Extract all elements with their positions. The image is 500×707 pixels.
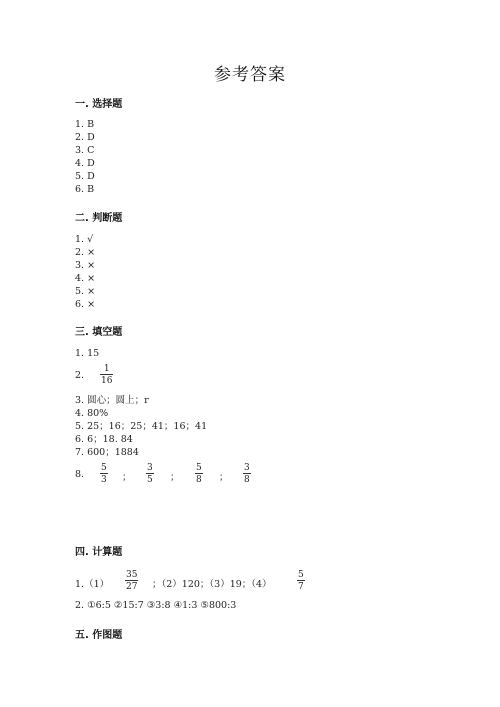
section-heading-fill: 三. 填空题 bbox=[75, 327, 123, 338]
fraction-numerator: 3 bbox=[244, 463, 250, 473]
section-heading-calc: 四. 计算题 bbox=[75, 547, 123, 558]
fraction-denominator: 8 bbox=[196, 475, 202, 485]
page-title: 参考答案 bbox=[214, 65, 286, 85]
answer-line: 4. D bbox=[75, 158, 95, 169]
answer-prefix: 8. bbox=[75, 469, 85, 480]
fraction-numerator: 5 bbox=[298, 570, 304, 580]
answer-line: 1. B bbox=[75, 119, 95, 130]
fraction-numerator: 1 bbox=[103, 364, 110, 374]
fraction-numerator: 5 bbox=[196, 463, 202, 473]
section-heading-judge: 二. 判断题 bbox=[75, 213, 123, 224]
answer-line: 3. 圆心；圆上；r bbox=[75, 395, 149, 406]
fraction bbox=[125, 570, 138, 592]
fraction bbox=[243, 463, 251, 485]
fraction-denominator: 8 bbox=[244, 475, 250, 485]
separator: ； bbox=[219, 472, 229, 483]
answer-line: 7. 600；1884 bbox=[75, 447, 139, 458]
answer-line: 2. D bbox=[75, 132, 95, 143]
answer-prefix: 1.（1） bbox=[75, 579, 110, 590]
answer-line: 5. × bbox=[75, 286, 96, 297]
answer-line: 5. D bbox=[75, 171, 95, 182]
answer-line: 3. C bbox=[75, 145, 95, 156]
answer-line: 6. × bbox=[75, 299, 96, 310]
fraction-numerator: 3 bbox=[147, 463, 153, 473]
fraction bbox=[100, 463, 108, 485]
answer-line: 4. 80% bbox=[75, 408, 109, 419]
fraction-numerator: 5 bbox=[101, 463, 107, 473]
section-heading-choice: 一. 选择题 bbox=[75, 99, 123, 110]
answer-line: 2. ①6:5 ②15:7 ③3:8 ④1:3 ⑤800:3 bbox=[75, 600, 237, 611]
fraction bbox=[100, 364, 113, 386]
fraction bbox=[195, 463, 203, 485]
answer-line: 6. B bbox=[75, 184, 95, 195]
answer-line: 5. 25；16；25；41；16；41 bbox=[75, 421, 208, 432]
fraction-denominator: 5 bbox=[147, 475, 153, 485]
fraction-denominator: 7 bbox=[298, 582, 304, 592]
answer-line: 1. 15 bbox=[75, 348, 100, 359]
answer-line: 3. × bbox=[75, 260, 96, 271]
answer-line: 2. × bbox=[75, 247, 96, 258]
fraction bbox=[146, 463, 154, 485]
answer-line: 4. × bbox=[75, 273, 96, 284]
fraction-denominator: 27 bbox=[126, 582, 138, 592]
fraction-numerator: 35 bbox=[126, 570, 138, 580]
fraction-denominator: 16 bbox=[101, 376, 113, 386]
answer-prefix: 2. bbox=[75, 370, 85, 381]
answer-line: 1. √ bbox=[75, 234, 94, 245]
answer-text: ；（2）120；（3）19；（4） bbox=[152, 579, 272, 590]
answer-line: 6. 6；18. 84 bbox=[75, 434, 133, 445]
separator: ； bbox=[170, 472, 180, 483]
fraction-denominator: 3 bbox=[101, 475, 107, 485]
section-heading-draw: 五. 作图题 bbox=[75, 630, 123, 641]
separator: ； bbox=[122, 472, 132, 483]
fraction bbox=[297, 570, 305, 592]
